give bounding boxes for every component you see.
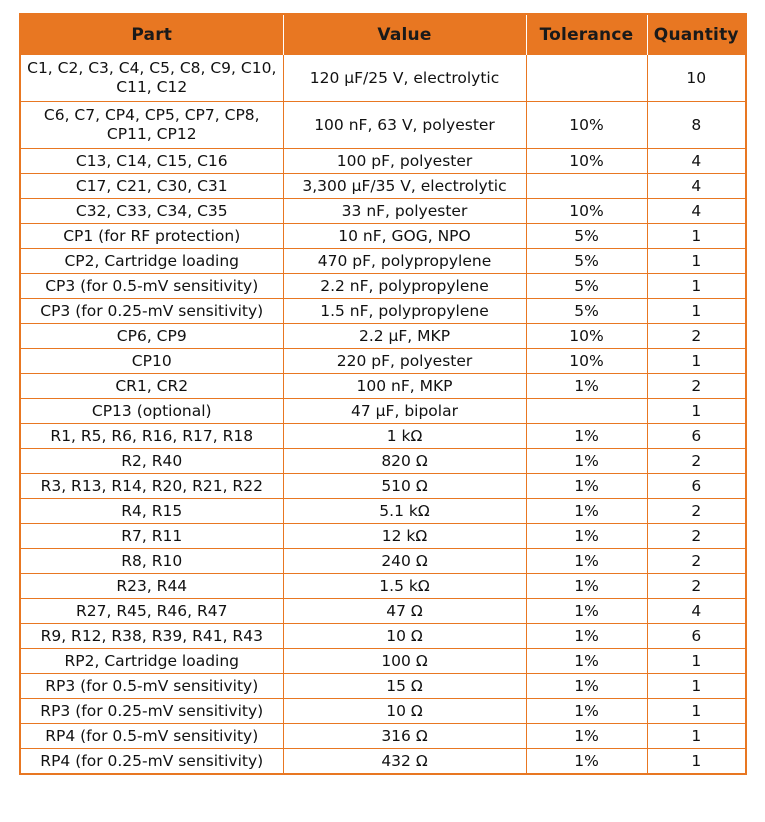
table-row	[20, 574, 746, 599]
cell-value: 10 Ω	[283, 699, 526, 724]
cell-tolerance: 1%	[526, 699, 647, 724]
cell-quantity: 1	[647, 674, 746, 699]
cell-part: RP4 (for 0.25-mV sensitivity)	[20, 749, 283, 775]
cell-quantity: 4	[647, 199, 746, 224]
cell-part: C13, C14, C15, C16	[20, 149, 283, 174]
cell-part: CP3 (for 0.5-mV sensitivity)	[20, 274, 283, 299]
table-row	[20, 174, 746, 199]
cell-quantity: 4	[647, 599, 746, 624]
cell-value: 1 kΩ	[283, 424, 526, 449]
cell-tolerance: 1%	[526, 524, 647, 549]
table-row	[20, 549, 746, 574]
cell-tolerance: 1%	[526, 674, 647, 699]
table-row	[20, 199, 746, 224]
cell-tolerance: 1%	[526, 724, 647, 749]
cell-tolerance: 1%	[526, 749, 647, 775]
cell-tolerance: 1%	[526, 424, 647, 449]
cell-quantity: 6	[647, 624, 746, 649]
cell-tolerance: 5%	[526, 224, 647, 249]
cell-quantity: 2	[647, 449, 746, 474]
table-row	[20, 399, 746, 424]
parts-list	[19, 13, 745, 775]
cell-quantity: 2	[647, 324, 746, 349]
cell-tolerance: 10%	[526, 102, 647, 149]
cell-tolerance: 1%	[526, 599, 647, 624]
cell-quantity: 2	[647, 574, 746, 599]
cell-value: 15 Ω	[283, 674, 526, 699]
table-row	[20, 324, 746, 349]
cell-tolerance: 5%	[526, 274, 647, 299]
cell-part: RP3 (for 0.5-mV sensitivity)	[20, 674, 283, 699]
cell-tolerance: 10%	[526, 149, 647, 174]
table-row	[20, 499, 746, 524]
cell-quantity: 2	[647, 549, 746, 574]
cell-part: CP1 (for RF protection)	[20, 224, 283, 249]
cell-part: CP3 (for 0.25-mV sensitivity)	[20, 299, 283, 324]
cell-value: 10 nF, GOG, NPO	[283, 224, 526, 249]
cell-tolerance: 1%	[526, 374, 647, 399]
table-row	[20, 599, 746, 624]
cell-quantity: 10	[647, 55, 746, 102]
cell-quantity: 6	[647, 474, 746, 499]
table-row	[20, 374, 746, 399]
cell-part: C17, C21, C30, C31	[20, 174, 283, 199]
cell-quantity: 2	[647, 499, 746, 524]
cell-value: 100 nF, 63 V, polyester	[283, 102, 526, 149]
table-row	[20, 524, 746, 549]
header-part: Part	[20, 14, 283, 55]
cell-tolerance	[526, 174, 647, 199]
cell-value: 470 pF, polypropylene	[283, 249, 526, 274]
cell-quantity: 8	[647, 102, 746, 149]
cell-part: CP2, Cartridge loading	[20, 249, 283, 274]
cell-part: R8, R10	[20, 549, 283, 574]
cell-quantity: 2	[647, 374, 746, 399]
cell-tolerance: 1%	[526, 449, 647, 474]
cell-part: RP2, Cartridge loading	[20, 649, 283, 674]
cell-value: 1.5 nF, polypropylene	[283, 299, 526, 324]
cell-part: R7, R11	[20, 524, 283, 549]
cell-tolerance	[526, 55, 647, 102]
cell-part: C6, C7, CP4, CP5, CP7, CP8, CP11, CP12	[20, 102, 283, 149]
header-quantity: Quantity	[647, 14, 746, 55]
cell-tolerance: 1%	[526, 649, 647, 674]
cell-part: CR1, CR2	[20, 374, 283, 399]
cell-value: 2.2 nF, polypropylene	[283, 274, 526, 299]
cell-part: CP10	[20, 349, 283, 374]
cell-part: RP3 (for 0.25-mV sensitivity)	[20, 699, 283, 724]
cell-value: 220 pF, polyester	[283, 349, 526, 374]
cell-part: R4, R15	[20, 499, 283, 524]
header-row	[20, 14, 746, 55]
cell-value: 510 Ω	[283, 474, 526, 499]
table-header	[20, 14, 746, 55]
table-row	[20, 349, 746, 374]
cell-quantity: 1	[647, 349, 746, 374]
table-row	[20, 749, 746, 775]
table-row	[20, 149, 746, 174]
table-row	[20, 249, 746, 274]
parts-table	[19, 13, 747, 775]
cell-quantity: 1	[647, 249, 746, 274]
cell-tolerance: 10%	[526, 199, 647, 224]
cell-value: 316 Ω	[283, 724, 526, 749]
table-row	[20, 299, 746, 324]
cell-tolerance: 10%	[526, 349, 647, 374]
cell-value: 12 kΩ	[283, 524, 526, 549]
cell-tolerance: 5%	[526, 299, 647, 324]
cell-value: 240 Ω	[283, 549, 526, 574]
cell-tolerance: 10%	[526, 324, 647, 349]
cell-quantity: 6	[647, 424, 746, 449]
cell-quantity: 1	[647, 749, 746, 775]
cell-value: 100 Ω	[283, 649, 526, 674]
table-row	[20, 624, 746, 649]
table-row	[20, 102, 746, 149]
cell-tolerance: 1%	[526, 574, 647, 599]
table-row	[20, 649, 746, 674]
table-row	[20, 674, 746, 699]
table-body	[20, 55, 746, 775]
cell-tolerance	[526, 399, 647, 424]
table-row	[20, 274, 746, 299]
cell-part: R3, R13, R14, R20, R21, R22	[20, 474, 283, 499]
header-value: Value	[283, 14, 526, 55]
table-row	[20, 224, 746, 249]
cell-tolerance: 1%	[526, 549, 647, 574]
cell-quantity: 1	[647, 699, 746, 724]
cell-value: 3,300 µF/35 V, electrolytic	[283, 174, 526, 199]
cell-part: RP4 (for 0.5-mV sensitivity)	[20, 724, 283, 749]
cell-value: 120 µF/25 V, electrolytic	[283, 55, 526, 102]
cell-quantity: 1	[647, 299, 746, 324]
cell-value: 2.2 µF, MKP	[283, 324, 526, 349]
cell-quantity: 1	[647, 649, 746, 674]
cell-value: 10 Ω	[283, 624, 526, 649]
table-row	[20, 55, 746, 102]
cell-value: 1.5 kΩ	[283, 574, 526, 599]
cell-value: 100 nF, MKP	[283, 374, 526, 399]
cell-part: C1, C2, C3, C4, C5, C8, C9, C10, C11, C12	[20, 55, 283, 102]
cell-part: R1, R5, R6, R16, R17, R18	[20, 424, 283, 449]
cell-value: 47 Ω	[283, 599, 526, 624]
table-row	[20, 424, 746, 449]
cell-quantity: 1	[647, 399, 746, 424]
cell-tolerance: 1%	[526, 474, 647, 499]
table-row	[20, 724, 746, 749]
cell-tolerance: 5%	[526, 249, 647, 274]
cell-quantity: 1	[647, 724, 746, 749]
cell-value: 432 Ω	[283, 749, 526, 775]
cell-value: 33 nF, polyester	[283, 199, 526, 224]
cell-tolerance: 1%	[526, 624, 647, 649]
cell-part: R9, R12, R38, R39, R41, R43	[20, 624, 283, 649]
cell-quantity: 4	[647, 149, 746, 174]
table-row	[20, 449, 746, 474]
cell-quantity: 4	[647, 174, 746, 199]
cell-value: 100 pF, polyester	[283, 149, 526, 174]
cell-value: 5.1 kΩ	[283, 499, 526, 524]
cell-value: 820 Ω	[283, 449, 526, 474]
cell-quantity: 1	[647, 274, 746, 299]
cell-quantity: 2	[647, 524, 746, 549]
cell-part: R27, R45, R46, R47	[20, 599, 283, 624]
table-row	[20, 699, 746, 724]
cell-value: 47 µF, bipolar	[283, 399, 526, 424]
cell-part: R2, R40	[20, 449, 283, 474]
cell-part: R23, R44	[20, 574, 283, 599]
header-tolerance: Tolerance	[526, 14, 647, 55]
cell-quantity: 1	[647, 224, 746, 249]
cell-tolerance: 1%	[526, 499, 647, 524]
cell-part: CP6, CP9	[20, 324, 283, 349]
cell-part: C32, C33, C34, C35	[20, 199, 283, 224]
table-row	[20, 474, 746, 499]
cell-part: CP13 (optional)	[20, 399, 283, 424]
